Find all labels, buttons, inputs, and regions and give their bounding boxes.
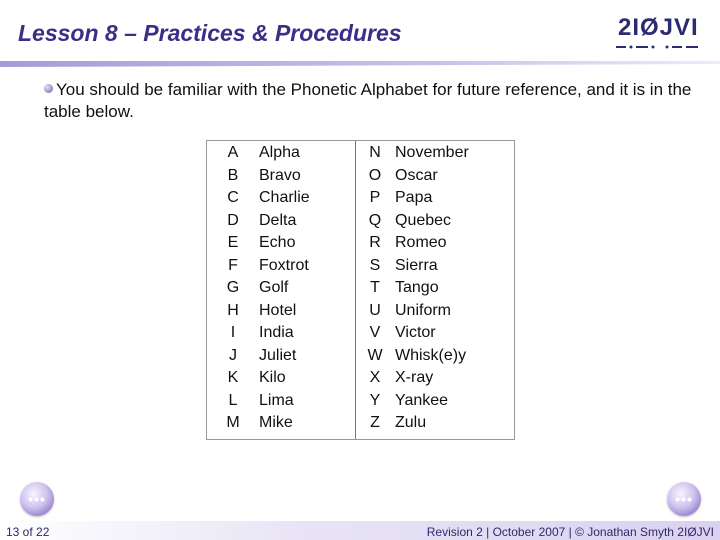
table-word: Bravo <box>259 166 301 184</box>
table-letter: J <box>229 346 237 364</box>
table-word: Yankee <box>395 391 449 409</box>
table-row <box>207 277 469 300</box>
table-word: Whisk(e)y <box>395 346 467 364</box>
table-letter: W <box>367 346 383 364</box>
table-letter: T <box>370 279 380 296</box>
logo <box>612 14 704 52</box>
prev-slide-icon: ••• <box>28 491 46 507</box>
table-row <box>207 412 469 435</box>
table-word: Hotel <box>259 301 297 319</box>
title-divider <box>0 58 720 68</box>
table-letter: C <box>227 189 239 206</box>
table-letter: X <box>369 369 381 386</box>
table-letter: U <box>369 301 381 319</box>
table-row <box>207 367 469 390</box>
table-word: Lima <box>259 391 294 409</box>
table-letter: E <box>227 234 239 251</box>
phonetic-table <box>207 142 469 435</box>
table-word: Charlie <box>259 189 310 206</box>
table-word: Papa <box>395 189 433 206</box>
table-row <box>207 187 469 210</box>
next-slide-icon: ••• <box>675 491 693 507</box>
bullet-text: You should be familiar with the Phonetic Alphabet for future reference, and it is in the table below. <box>44 80 692 121</box>
table-letter: I <box>230 324 236 341</box>
table-row <box>207 322 469 345</box>
phonetic-alphabet-table <box>206 140 515 440</box>
table-word: Victor <box>395 324 436 341</box>
table-word: Quebec <box>395 211 452 229</box>
table-letter: A <box>227 144 239 161</box>
table-word: Delta <box>259 211 297 229</box>
table-letter: B <box>227 166 239 184</box>
bullet-text-block <box>44 79 704 123</box>
table-word: Uniform <box>395 301 452 319</box>
table-row <box>207 210 469 233</box>
footer-text: Revision 2 | October 2007 | © Jonathan Smyth 2IØJVI <box>426 525 714 539</box>
table-letter: O <box>368 166 382 184</box>
table-letter: Y <box>369 391 381 409</box>
table-row <box>207 300 469 323</box>
table-letter: G <box>226 279 240 296</box>
table-word: Zulu <box>395 414 427 431</box>
table-word: Oscar <box>395 166 438 184</box>
table-letter: P <box>369 189 381 206</box>
table-word: Tango <box>395 279 439 296</box>
prev-slide-button[interactable] <box>20 482 54 516</box>
bullet-icon <box>44 84 53 93</box>
table-letter: N <box>369 144 381 161</box>
next-slide-button[interactable] <box>667 482 701 516</box>
table-letter: S <box>369 256 381 274</box>
table-row <box>207 390 469 413</box>
page-number: 13 of 22 <box>6 525 50 539</box>
table-letter: Q <box>368 211 382 229</box>
slide-title: Lesson 8 – Practices & Procedures <box>18 20 402 46</box>
table-word: November <box>395 144 469 161</box>
table-letter: R <box>369 234 381 251</box>
table-word: Foxtrot <box>259 256 309 274</box>
table-letter: Z <box>370 414 380 431</box>
table-letter: V <box>369 324 381 341</box>
table-word: Echo <box>259 234 296 251</box>
table-row <box>207 232 469 255</box>
table-letter: K <box>227 369 239 386</box>
table-row <box>207 255 469 278</box>
table-word: Kilo <box>259 369 286 386</box>
table-row <box>207 345 469 368</box>
table-word: Juliet <box>259 346 297 364</box>
table-letter: M <box>226 414 240 431</box>
table-letter: D <box>227 211 239 229</box>
table-letter: F <box>228 256 238 274</box>
table-row <box>207 142 469 165</box>
table-word: India <box>259 324 294 341</box>
table-word: X-ray <box>395 369 434 386</box>
table-word: Romeo <box>395 234 447 251</box>
logo-underline-icon <box>612 44 704 50</box>
table-word: Golf <box>259 279 289 296</box>
logo-text: 2IØJVI <box>618 14 699 41</box>
table-word: Sierra <box>395 256 438 274</box>
table-row <box>207 165 469 188</box>
table-letter: H <box>227 301 239 319</box>
table-letter: L <box>228 391 238 409</box>
table-word: Mike <box>259 414 293 431</box>
table-word: Alpha <box>259 144 300 161</box>
